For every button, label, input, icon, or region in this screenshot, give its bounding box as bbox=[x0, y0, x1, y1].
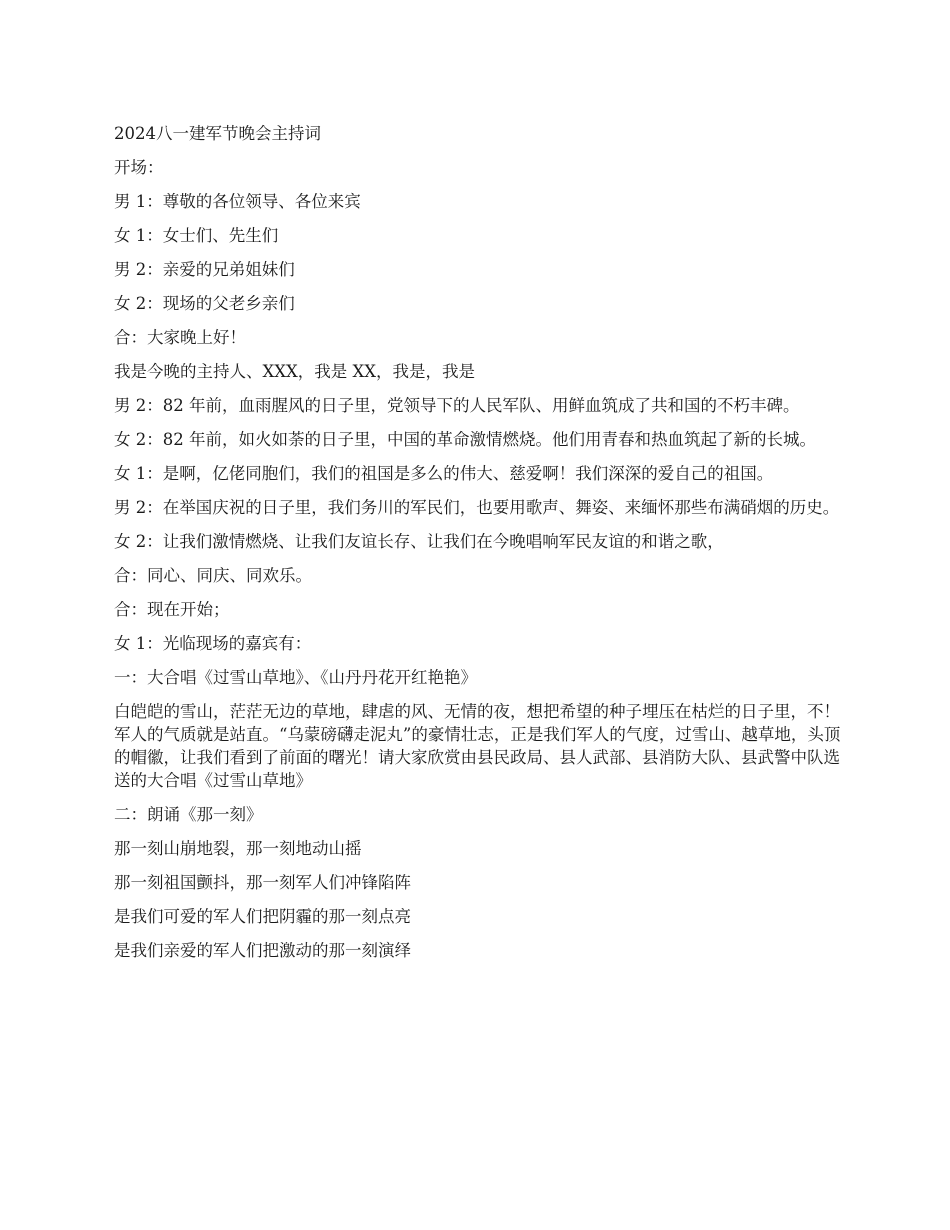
document-title: 2024八一建军节晚会主持词 bbox=[114, 124, 321, 143]
paragraph-male2-celebration: 男 2：在举国庆祝的日子里，我们务川的军民们，也要用歌声、舞姿、来缅怀那些布满硝烟的历史。 bbox=[114, 498, 840, 517]
paragraph-guests: 女 1：光临现场的嘉宾有： bbox=[114, 634, 312, 653]
poem-line: 是我们亲爱的军人们把激动的那一刻演绎 bbox=[114, 941, 411, 960]
program-item-1-heading: 一：大合唱《过雪山草地》、《山丹丹花开红艳艳》 bbox=[114, 668, 477, 687]
paragraph-male2-history: 男 2：82 年前，血雨腥风的日子里，党领导下的人民军队、用鲜血筑成了共和国的不朽丰碑。 bbox=[114, 396, 800, 415]
paragraph-male1-greeting: 男 1：尊敬的各位领导、各位来宾 bbox=[114, 192, 361, 211]
paragraph-chorus-unity: 合：同心、同庆、同欢乐。 bbox=[114, 566, 312, 585]
paragraph-female2-history: 女 2：82 年前，如火如荼的日子里，中国的革命激情燃烧。他们用青春和热血筑起了新的长城。 bbox=[114, 430, 816, 449]
program-item-2-heading: 二：朗诵《那一刻》 bbox=[114, 805, 263, 824]
paragraph-chorus-greeting: 合：大家晚上好！ bbox=[114, 328, 246, 347]
paragraph-male2-greeting: 男 2：亲爱的兄弟姐妹们 bbox=[114, 260, 295, 279]
program-item-1-intro: 白皑皑的雪山，茫茫无边的草地，肆虐的风、无情的夜，想把希望的种子埋压在枯烂的日子里，不！军人的气质就是站直。“乌蒙磅礴走泥丸”的豪情壮志，正是我们军人的气度，过雪山、越草地，头顶的帽徽，让我们看到了前面的曙光！请大家欣赏由县民政局、县人武部、县消防大队、县武警中队选送的大合唱《过雪山草地》 bbox=[114, 702, 841, 790]
paragraph-chorus-start: 合：现在开始； bbox=[114, 600, 230, 619]
document-page bbox=[114, 122, 842, 973]
paragraph-female1-motherland: 女 1：是啊，亿佬同胞们，我们的祖国是多么的伟大、慈爱啊！我们深深的爱自己的祖国。 bbox=[114, 464, 774, 483]
poem-line: 那一刻祖国颤抖，那一刻军人们冲锋陷阵 bbox=[114, 873, 411, 892]
poem-line: 那一刻山崩地裂，那一刻地动山摇 bbox=[114, 839, 362, 858]
paragraph-opening: 开场： bbox=[114, 158, 164, 177]
poem-line: 是我们可爱的军人们把阴霾的那一刻点亮 bbox=[114, 907, 411, 926]
paragraph-female2-friendship: 女 2：让我们激情燃烧、让我们友谊长存、让我们在今晚唱响军民友谊的和谐之歌， bbox=[114, 532, 724, 551]
paragraph-female1-greeting: 女 1：女士们、先生们 bbox=[114, 226, 279, 245]
paragraph-host-intro: 我是今晚的主持人、XXX，我是 XX，我是，我是 bbox=[114, 362, 475, 381]
paragraph-female2-greeting: 女 2：现场的父老乡亲们 bbox=[114, 294, 295, 313]
